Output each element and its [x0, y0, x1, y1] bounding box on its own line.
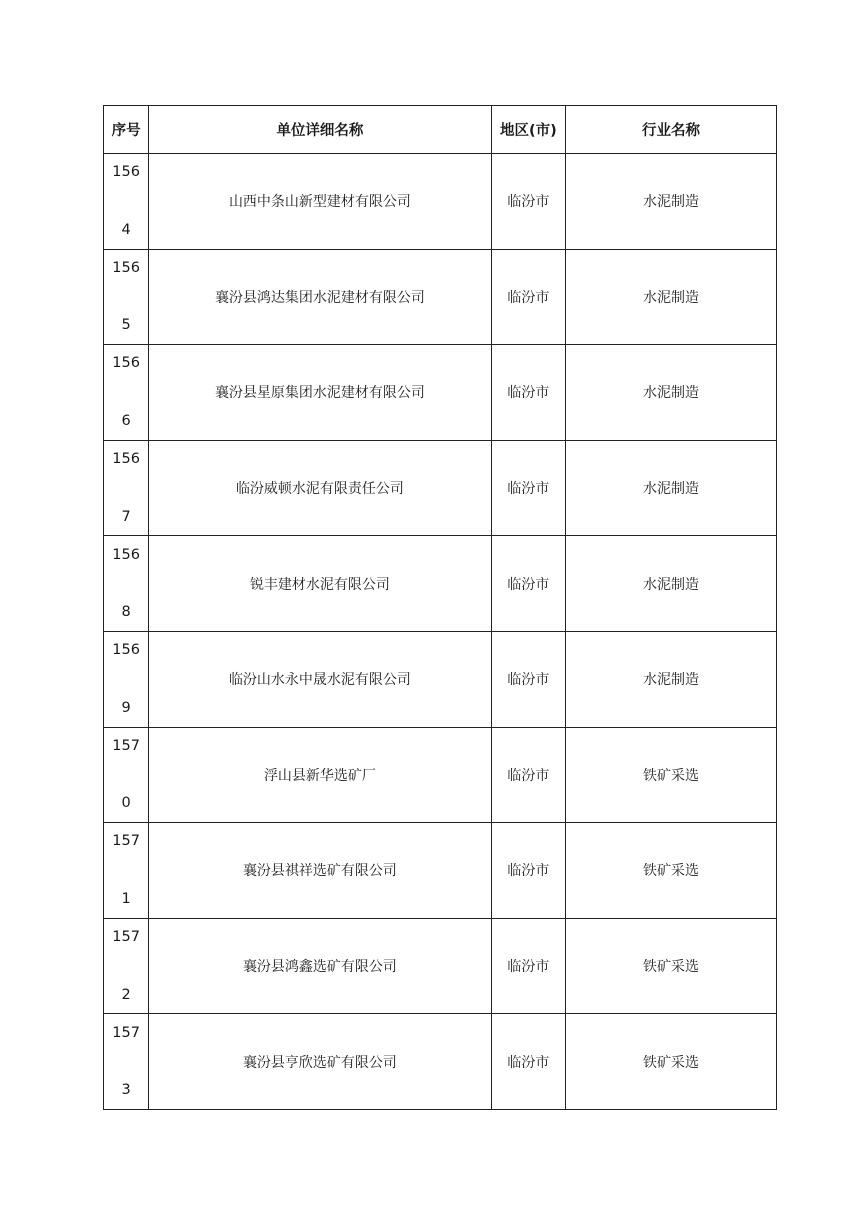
seq-part-2: 8 [121, 604, 131, 621]
seq-part-2: 6 [121, 412, 131, 429]
seq-part-1: 157 [112, 1024, 140, 1041]
seq-part-2: 9 [121, 699, 131, 716]
seq-part-1: 157 [112, 929, 140, 946]
cell-region: 临汾市 [491, 1014, 565, 1110]
seq-part-2: 7 [121, 508, 131, 525]
seq-part-1: 156 [112, 259, 140, 276]
seq-part-1: 157 [112, 833, 140, 850]
seq-part-1: 156 [112, 546, 140, 563]
cell-region: 临汾市 [491, 727, 565, 823]
seq-part-1: 156 [112, 355, 140, 372]
cell-industry: 铁矿采选 [566, 823, 777, 919]
cell-region: 临汾市 [491, 345, 565, 441]
cell-industry: 铁矿采选 [566, 727, 777, 823]
table-row [104, 631, 777, 727]
header-row [104, 106, 777, 154]
seq-part-2: 1 [121, 890, 131, 907]
seq-part-1: 157 [112, 737, 140, 754]
cell-region: 临汾市 [491, 536, 565, 632]
cell-seq [104, 536, 149, 632]
cell-region: 临汾市 [491, 249, 565, 345]
cell-industry: 水泥制造 [566, 440, 777, 536]
seq-part-2: 5 [121, 317, 131, 334]
cell-name: 临汾山水永中晟水泥有限公司 [149, 631, 492, 727]
cell-industry: 水泥制造 [566, 631, 777, 727]
cell-region: 临汾市 [491, 440, 565, 536]
cell-industry: 水泥制造 [566, 345, 777, 441]
seq-part-2: 0 [121, 795, 131, 812]
seq-part-1: 156 [112, 451, 140, 468]
cell-seq [104, 727, 149, 823]
header-region: 地区(市) [491, 106, 565, 154]
cell-seq [104, 823, 149, 919]
table-row [104, 345, 777, 441]
cell-name: 襄汾县亨欣选矿有限公司 [149, 1014, 492, 1110]
cell-name: 襄汾县星原集团水泥建材有限公司 [149, 345, 492, 441]
cell-region: 临汾市 [491, 631, 565, 727]
table-row [104, 727, 777, 823]
seq-part-2: 2 [121, 986, 131, 1003]
header-name: 单位详细名称 [149, 106, 492, 154]
seq-part-2: 4 [121, 221, 131, 238]
seq-part-1: 156 [112, 642, 140, 659]
table-row [104, 249, 777, 345]
cell-name: 襄汾县鸿鑫选矿有限公司 [149, 918, 492, 1014]
table-row [104, 823, 777, 919]
cell-seq [104, 249, 149, 345]
cell-name: 山西中条山新型建材有限公司 [149, 154, 492, 250]
cell-region: 临汾市 [491, 918, 565, 1014]
cell-region: 临汾市 [491, 823, 565, 919]
cell-industry: 水泥制造 [566, 154, 777, 250]
cell-seq [104, 440, 149, 536]
cell-industry: 水泥制造 [566, 249, 777, 345]
cell-seq [104, 918, 149, 1014]
cell-industry: 水泥制造 [566, 536, 777, 632]
cell-seq [104, 154, 149, 250]
cell-name: 锐丰建材水泥有限公司 [149, 536, 492, 632]
table-row [104, 440, 777, 536]
cell-seq [104, 631, 149, 727]
cell-name: 临汾威顿水泥有限责任公司 [149, 440, 492, 536]
table-row [104, 1014, 777, 1110]
cell-seq [104, 345, 149, 441]
cell-name: 襄汾县鸿达集团水泥建材有限公司 [149, 249, 492, 345]
table-row [104, 536, 777, 632]
cell-seq [104, 1014, 149, 1110]
table-row [104, 918, 777, 1014]
cell-industry: 铁矿采选 [566, 918, 777, 1014]
header-seq: 序号 [104, 106, 149, 154]
cell-name: 浮山县新华选矿厂 [149, 727, 492, 823]
cell-name: 襄汾县祺祥选矿有限公司 [149, 823, 492, 919]
cell-region: 临汾市 [491, 154, 565, 250]
seq-part-1: 156 [112, 164, 140, 181]
header-industry: 行业名称 [566, 106, 777, 154]
cell-industry: 铁矿采选 [566, 1014, 777, 1110]
table-row [104, 154, 777, 250]
enterprise-table [103, 105, 777, 1110]
seq-part-2: 3 [121, 1082, 131, 1099]
